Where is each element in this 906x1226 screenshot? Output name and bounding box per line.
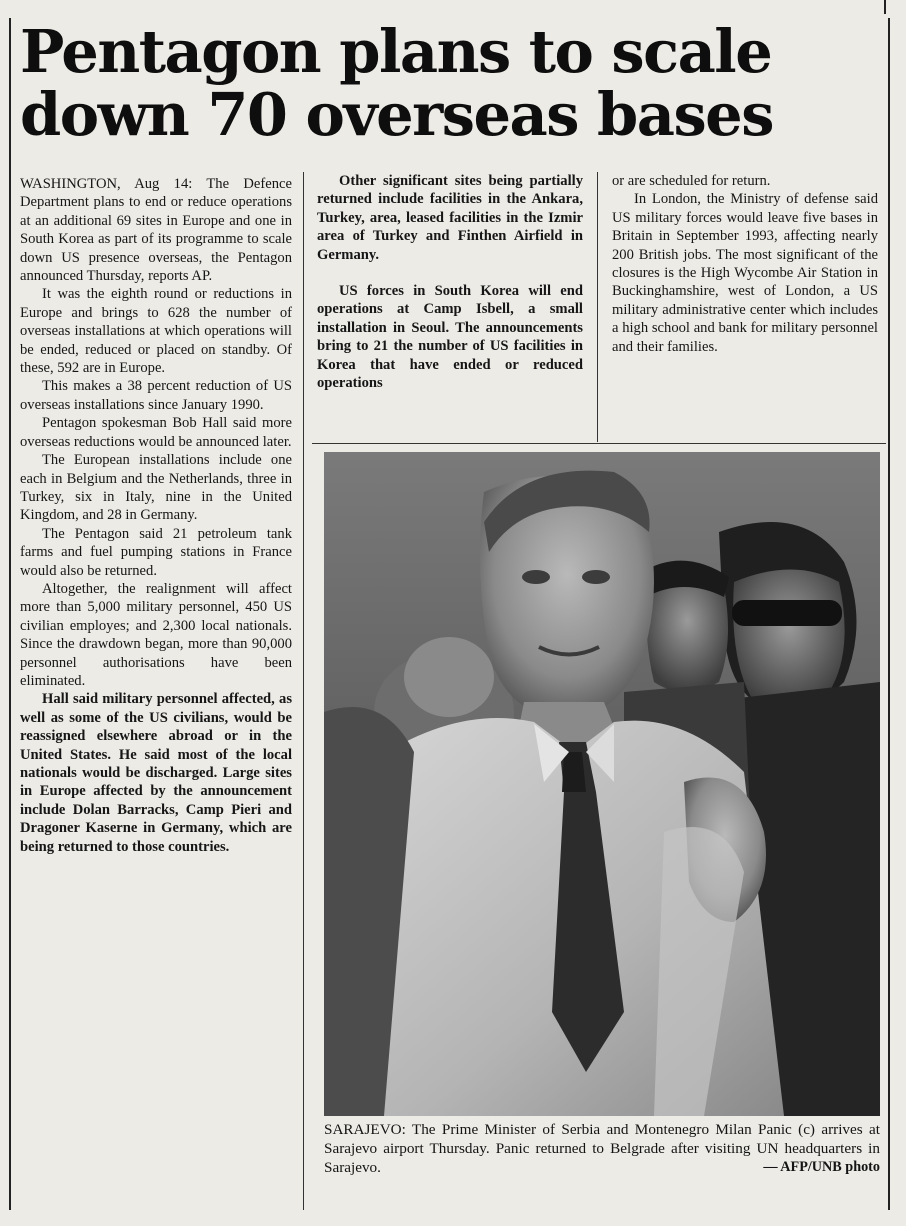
photo-top-rule <box>312 443 886 444</box>
article-column-1 <box>20 175 292 856</box>
column-divider <box>303 172 304 1210</box>
caption-text: SARAJEVO: The Prime Minister of Serbia and Montenegro Milan Panic (c) arrives at Sarajevo airport Thursday. Panic returned to Belgrade after visiting UN headquarters in Sarajevo. <box>324 1121 880 1176</box>
paragraph: Other significant sites being partially returned include facilities in the Ankara, Turkey, area, leased facilities in the Izmir area of Turkey and Finthen Airfield in Germany. <box>317 173 583 263</box>
paragraph: Hall said military personnel affected, as well as some of the US civilians, would be reassigned elsewhere abroad or in the United States. He said most of the local nationals would be discharged. Large sites in Europe affected by the announcement include Dolan Barracks, Camp Pieri and Dragoner Kaserne in Germany, which are being returned to those countries. <box>20 691 292 855</box>
headline-line-2: down 70 overseas bases <box>20 80 773 149</box>
paragraph: The Pentagon said 21 petroleum tank farms and fuel pumping stations in France would also be returned. <box>20 525 292 579</box>
paragraph: This makes a 38 percent reduction of US overseas installations since January 1990. <box>20 378 292 413</box>
paragraph: WASHINGTON, Aug 14: The Defence Department plans to end or reduce operations at an additional 69 sites in Europe and one in South Korea as part of its programme to scale down US presence overseas, the Pentagon announced Thursday, reports AP. <box>20 176 292 285</box>
news-photo <box>324 452 880 1116</box>
paragraph: US forces in South Korea will end operations at Camp Isbell, a small installation in Seoul. The announcements bring to 21 the number of US facilities in Korea that have ended or reduced operations <box>317 283 583 392</box>
column-divider <box>597 172 598 442</box>
photo-caption <box>324 1120 880 1177</box>
paragraph: or are scheduled for return. <box>612 173 771 189</box>
article-column-2 <box>317 172 583 392</box>
paragraph: Pentagon spokesman Bob Hall said more overseas reductions would be announced later. <box>20 415 292 450</box>
headline <box>20 17 880 149</box>
top-corner-rule <box>884 0 886 14</box>
paragraph: The European installations include one each in Belgium and the Netherlands, three in Turkey, six in Italy, nine in the United Kingdom, and 28 in Germany. <box>20 452 292 524</box>
article-column-3 <box>612 172 878 356</box>
right-column-rule <box>888 18 890 1210</box>
left-column-rule <box>9 18 11 1210</box>
paragraph: In London, the Ministry of defense said US military forces would leave five bases in Britain in September 1993, affecting nearly 200 British jobs. The most significant of the closures is the High Wycombe Air Station in Buckinghamshire, west of London, a US military administrative center which includes a high school and bank for military personnel and their families. <box>612 191 878 355</box>
photo-credit: — AFP/UNB photo <box>763 1159 880 1175</box>
headline-line-1: Pentagon plans to scale <box>20 17 772 86</box>
paragraph: Altogether, the realignment will affect more than 5,000 military personnel, 450 US civilian employes; and 2,300 local nationals. Since the drawdown began, more than 90,000 personnel authorisations have been eliminated. <box>20 580 292 689</box>
photo-illustration <box>324 452 880 1116</box>
paragraph: It was the eighth round or reductions in Europe and brings to 628 the number of overseas installations at which operations will be ended, reduced or placed on standby. Of these, 592 are in Europe. <box>20 286 292 377</box>
